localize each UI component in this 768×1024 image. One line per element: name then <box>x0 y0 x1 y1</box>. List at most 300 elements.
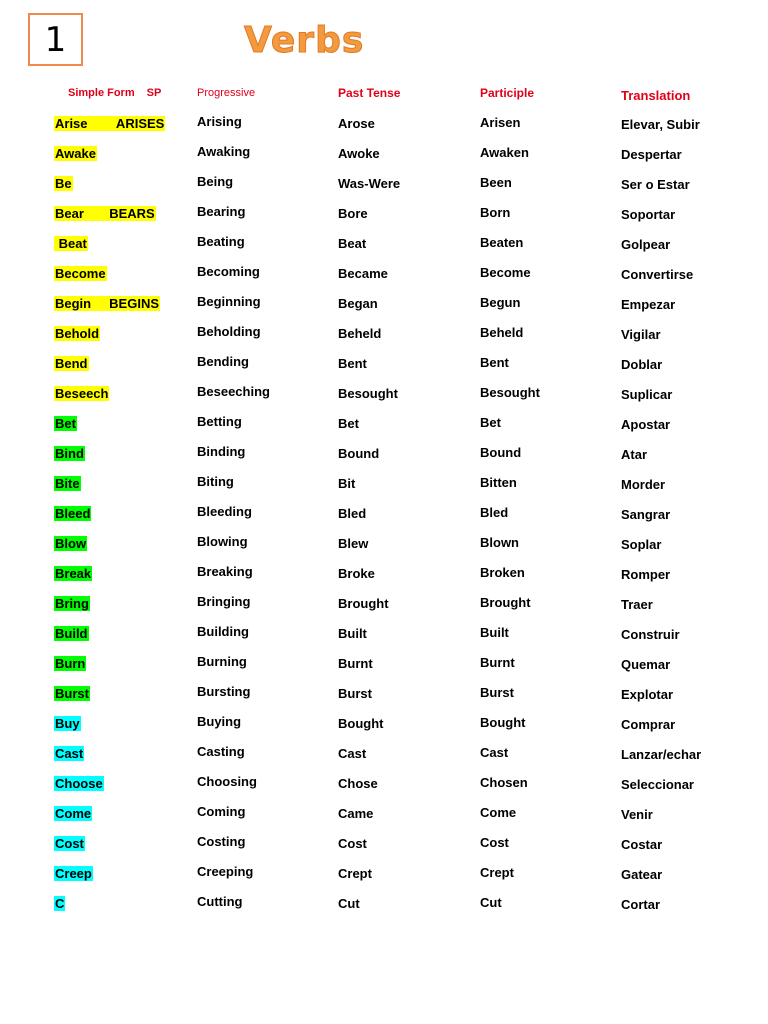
verb-past-tense-cell <box>338 566 375 582</box>
verb-participle-cell <box>480 265 531 281</box>
verb-progressive-cell <box>197 714 241 730</box>
verb-participle-cell <box>480 505 508 521</box>
verb-translation-cell <box>621 327 661 343</box>
verb-progressive: Burning <box>197 654 247 669</box>
verb-progressive-cell <box>197 624 249 640</box>
verb-translation: Construir <box>621 627 680 642</box>
table-row <box>0 590 768 620</box>
verb-simple-form-cell <box>54 386 109 402</box>
verb-progressive-cell <box>197 264 260 280</box>
verb-progressive-cell <box>197 354 249 370</box>
verb-past-tense-cell <box>338 116 375 132</box>
verb-past-tense-cell <box>338 506 366 522</box>
verb-participle: Cut <box>480 895 502 910</box>
verb-progressive: Bringing <box>197 594 251 609</box>
verb-progressive-cell <box>197 174 233 190</box>
verb-simple-form-cell <box>54 656 86 672</box>
verb-translation-cell <box>621 777 694 793</box>
verb-participle: Come <box>480 805 517 820</box>
verb-progressive-cell <box>197 294 261 310</box>
verb-past-tense-cell <box>338 686 372 702</box>
table-row <box>0 680 768 710</box>
verb-progressive: Bursting <box>197 684 251 699</box>
verb-past-tense-cell <box>338 716 383 732</box>
verb-simple-form-cell <box>54 806 92 822</box>
verb-translation-cell <box>621 147 682 163</box>
table-row <box>0 890 768 920</box>
verb-participle: Chosen <box>480 775 528 790</box>
verb-past-tense-cell <box>338 266 388 282</box>
verb-participle-cell <box>480 205 510 221</box>
verb-simple-form: Begin BEGINS <box>55 296 160 311</box>
verb-participle-cell <box>480 805 516 821</box>
verb-participle: Beaten <box>480 235 524 250</box>
verb-past-tense-cell <box>338 416 359 432</box>
verb-simple-form-cell <box>54 716 81 732</box>
verb-progressive: Casting <box>197 744 245 759</box>
verb-simple-form: Bend <box>55 356 88 371</box>
verb-simple-form-cell <box>54 266 107 282</box>
verb-simple-form-cell <box>54 746 84 762</box>
verb-progressive-cell <box>197 474 234 490</box>
table-row <box>0 440 768 470</box>
verb-past-tense-cell <box>338 836 367 852</box>
table-row <box>0 380 768 410</box>
verb-progressive: Bleeding <box>197 504 252 519</box>
verb-translation: Explotar <box>621 687 674 702</box>
verb-progressive: Beating <box>197 234 245 249</box>
verb-progressive: Bending <box>197 354 249 369</box>
verb-simple-form: Beseech <box>55 386 109 401</box>
verb-translation: Empezar <box>621 297 676 312</box>
table-row <box>0 860 768 890</box>
verb-past-tense: Bore <box>338 206 368 221</box>
verb-progressive: Buying <box>197 714 242 729</box>
verb-participle: Bet <box>480 415 501 430</box>
verb-translation: Traer <box>621 597 653 612</box>
header-participle: Participle <box>480 86 535 100</box>
verb-past-tense: Bled <box>338 506 367 521</box>
header-sp-label: SP <box>146 87 162 99</box>
verb-translation-cell <box>621 417 670 433</box>
verb-past-tense: Beat <box>338 236 367 251</box>
verb-simple-form: Be <box>55 176 72 191</box>
verb-past-tense-cell <box>338 146 380 162</box>
verb-progressive-cell <box>197 504 252 520</box>
verb-simple-form-cell <box>54 626 89 642</box>
verb-past-tense-cell <box>338 386 398 402</box>
verb-translation-cell <box>621 747 701 763</box>
verb-past-tense: Bought <box>338 716 384 731</box>
verb-past-tense: Cast <box>338 746 367 761</box>
verb-simple-form: Bear BEARS <box>55 206 155 221</box>
verb-participle-cell <box>480 775 528 791</box>
verb-progressive-cell <box>197 324 261 340</box>
verb-simple-form-cell <box>54 416 77 432</box>
table-row <box>0 770 768 800</box>
verb-progressive-cell <box>197 894 242 910</box>
verb-past-tense: Chose <box>338 776 378 791</box>
verb-translation: Lanzar/echar <box>621 747 702 762</box>
header-progressive: Progressive <box>197 87 256 99</box>
verb-progressive: Betting <box>197 414 242 429</box>
verb-participle-cell <box>480 295 520 311</box>
table-row <box>0 470 768 500</box>
verb-progressive: Beseeching <box>197 384 270 399</box>
verb-translation-cell <box>621 627 680 643</box>
verb-simple-form-cell <box>54 116 165 132</box>
verb-simple-form-cell <box>54 236 88 252</box>
table-row <box>0 320 768 350</box>
verb-simple-form-cell <box>54 836 85 852</box>
verb-participle-cell <box>480 415 501 431</box>
verb-past-tense-cell <box>338 806 373 822</box>
verb-simple-form: Bleed <box>55 506 91 521</box>
verb-translation: Soplar <box>621 537 662 552</box>
verb-participle: Brought <box>480 595 531 610</box>
table-row <box>0 230 768 260</box>
verb-progressive: Coming <box>197 804 246 819</box>
verb-participle-cell <box>480 175 512 191</box>
verb-past-tense-cell <box>338 326 381 342</box>
verb-translation-cell <box>621 177 690 193</box>
verb-translation: Suplicar <box>621 387 673 402</box>
table-row <box>0 140 768 170</box>
verb-past-tense-cell <box>338 206 368 222</box>
verb-past-tense: Became <box>338 266 388 281</box>
table-row <box>0 530 768 560</box>
verb-translation-cell <box>621 237 670 253</box>
verb-past-tense-cell <box>338 596 389 612</box>
verb-translation-cell <box>621 507 670 523</box>
verb-translation-cell <box>621 477 665 493</box>
verb-translation: Quemar <box>621 657 671 672</box>
verb-participle: Built <box>480 625 509 640</box>
verb-progressive: Being <box>197 174 234 189</box>
verb-simple-form: Beat <box>55 236 87 251</box>
verb-simple-form: Choose <box>55 776 103 791</box>
verb-translation-cell <box>621 717 675 733</box>
verb-simple-form: Buy <box>55 716 80 731</box>
verb-past-tense: Was-Were <box>338 176 401 191</box>
verb-simple-form: C <box>55 896 65 911</box>
verb-past-tense-cell <box>338 296 378 312</box>
verb-progressive: Becoming <box>197 264 260 279</box>
verb-participle: Bound <box>480 445 522 460</box>
verb-simple-form-cell <box>54 356 89 372</box>
verb-past-tense: Bound <box>338 446 380 461</box>
verb-participle: Beheld <box>480 325 524 340</box>
verb-translation: Ser o Estar <box>621 177 690 192</box>
verb-participle: Broken <box>480 565 525 580</box>
verb-translation: Convertirse <box>621 267 694 282</box>
verb-simple-form-cell <box>54 596 90 612</box>
verb-simple-form-cell <box>54 146 97 162</box>
verb-simple-form: Break <box>55 566 92 581</box>
verb-progressive-cell <box>197 864 253 880</box>
verb-progressive-cell <box>197 564 253 580</box>
verb-participle-cell <box>480 655 515 671</box>
verb-translation: Apostar <box>621 417 671 432</box>
verb-translation: Doblar <box>621 357 663 372</box>
table-row <box>0 710 768 740</box>
verb-past-tense: Burst <box>338 686 372 701</box>
verb-participle: Crept <box>480 865 514 880</box>
verb-progressive-cell <box>197 834 245 850</box>
verb-progressive: Creeping <box>197 864 254 879</box>
verb-past-tense: Cut <box>338 896 360 911</box>
verb-participle: Born <box>480 205 511 220</box>
page-number: 1 <box>44 19 67 60</box>
verb-translation: Golpear <box>621 237 671 252</box>
verb-simple-form-cell <box>54 566 92 582</box>
verb-translation-cell <box>621 837 662 853</box>
verb-past-tense: Besought <box>338 386 398 401</box>
verb-translation: Comprar <box>621 717 676 732</box>
verb-progressive-cell <box>197 744 245 760</box>
verb-past-tense: Bit <box>338 476 356 491</box>
verb-progressive-cell <box>197 594 250 610</box>
verb-participle-cell <box>480 865 514 881</box>
verb-participle-cell <box>480 535 519 551</box>
verb-simple-form: Become <box>55 266 106 281</box>
verb-participle: Cast <box>480 745 509 760</box>
verb-progressive-cell <box>197 774 257 790</box>
verb-progressive-cell <box>197 654 247 670</box>
verb-translation: Romper <box>621 567 671 582</box>
verb-simple-form: Bet <box>55 416 76 431</box>
table-row <box>0 500 768 530</box>
verb-participle-cell <box>480 385 540 401</box>
verb-simple-form: Come <box>55 806 92 821</box>
table-row <box>0 290 768 320</box>
verb-simple-form-cell <box>54 446 85 462</box>
table-row <box>0 170 768 200</box>
verb-translation-cell <box>621 687 673 703</box>
verb-simple-form-cell <box>54 326 100 342</box>
verb-past-tense-cell <box>338 866 372 882</box>
verb-simple-form-cell <box>54 686 90 702</box>
verb-progressive: Awaking <box>197 144 251 159</box>
verb-translation: Morder <box>621 477 666 492</box>
verb-past-tense: Came <box>338 806 374 821</box>
verb-progressive: Beginning <box>197 294 261 309</box>
verb-translation-cell <box>621 357 662 373</box>
verb-participle: Arisen <box>480 115 521 130</box>
table-row <box>0 260 768 290</box>
table-row <box>0 800 768 830</box>
verb-simple-form-cell <box>54 866 93 882</box>
verb-participle: Awaken <box>480 145 529 160</box>
verb-participle-cell <box>480 325 523 341</box>
verb-progressive-cell <box>197 204 245 220</box>
verb-simple-form: Cost <box>55 836 84 851</box>
verb-translation: Despertar <box>621 147 682 162</box>
verb-translation-cell <box>621 267 693 283</box>
verb-participle: Besought <box>480 385 540 400</box>
verb-progressive-cell <box>197 144 250 160</box>
verb-progressive: Bearing <box>197 204 246 219</box>
verb-progressive-cell <box>197 114 242 130</box>
verb-simple-form: Bite <box>55 476 80 491</box>
verb-participle-cell <box>480 235 523 251</box>
table-row <box>0 200 768 230</box>
verb-past-tense-cell <box>338 746 366 762</box>
header-simple-form <box>68 87 161 99</box>
verb-participle-cell <box>480 835 509 851</box>
verb-progressive-cell <box>197 384 270 400</box>
verb-progressive: Costing <box>197 834 246 849</box>
verb-past-tense: Broke <box>338 566 375 581</box>
verb-participle-cell <box>480 745 508 761</box>
verb-past-tense: Awoke <box>338 146 380 161</box>
verb-translation: Atar <box>621 447 648 462</box>
verb-translation-cell <box>621 897 660 913</box>
verb-participle: Burnt <box>480 655 515 670</box>
page-title: Verbs <box>244 20 365 61</box>
verb-progressive: Blowing <box>197 534 248 549</box>
verb-translation-cell <box>621 387 672 403</box>
verb-participle: Begun <box>480 295 521 310</box>
verb-translation: Costar <box>621 837 663 852</box>
table-row <box>0 410 768 440</box>
table-row <box>0 560 768 590</box>
verb-translation-cell <box>621 597 653 613</box>
verb-progressive-cell <box>197 804 245 820</box>
verb-simple-form-cell <box>54 176 73 192</box>
verb-participle-cell <box>480 475 517 491</box>
header-past-tense: Past Tense <box>338 86 401 100</box>
verb-participle-cell <box>480 715 525 731</box>
verb-progressive-cell <box>197 414 242 430</box>
verb-participle-cell <box>480 895 502 911</box>
verb-participle: Been <box>480 175 512 190</box>
verb-past-tense: Built <box>338 626 367 641</box>
verb-translation-cell <box>621 207 675 223</box>
verb-simple-form-cell <box>54 896 65 912</box>
verb-past-tense: Began <box>338 296 378 311</box>
verb-past-tense: Cost <box>338 836 367 851</box>
verb-past-tense: Burnt <box>338 656 373 671</box>
verb-translation-cell <box>621 567 670 583</box>
verb-translation-cell <box>621 447 647 463</box>
verb-simple-form-cell <box>54 476 81 492</box>
verb-past-tense: Blew <box>338 536 369 551</box>
verb-participle: Become <box>480 265 531 280</box>
verb-participle: Cost <box>480 835 509 850</box>
verb-translation: Vigilar <box>621 327 661 342</box>
verb-translation-cell <box>621 657 670 673</box>
verb-participle: Bent <box>480 355 509 370</box>
verb-participle-cell <box>480 625 509 641</box>
verb-participle-cell <box>480 145 529 161</box>
verb-simple-form: Cast <box>55 746 84 761</box>
verb-translation: Gatear <box>621 867 663 882</box>
verb-translation-cell <box>621 807 653 823</box>
verb-simple-form: Awake <box>55 146 96 161</box>
verb-past-tense: Arose <box>338 116 375 131</box>
verb-translation-cell <box>621 297 675 313</box>
verb-simple-form-cell <box>54 506 91 522</box>
verb-participle-cell <box>480 355 509 371</box>
verb-simple-form-cell <box>54 536 87 552</box>
header-simple-label: Simple Form <box>68 87 135 99</box>
verb-progressive-cell <box>197 534 248 550</box>
verb-progressive-cell <box>197 234 245 250</box>
verb-simple-form: Bind <box>55 446 84 461</box>
verb-translation: Venir <box>621 807 653 822</box>
verb-simple-form: Creep <box>55 866 92 881</box>
verb-participle-cell <box>480 595 531 611</box>
table-row <box>0 110 768 140</box>
verb-progressive: Biting <box>197 474 234 489</box>
verb-past-tense-cell <box>338 896 360 912</box>
verb-participle-cell <box>480 445 521 461</box>
table-row <box>0 620 768 650</box>
verb-participle: Bought <box>480 715 526 730</box>
verb-past-tense-cell <box>338 356 367 372</box>
verb-simple-form: Arise ARISES <box>55 116 165 131</box>
verb-progressive: Arising <box>197 114 242 129</box>
table-row <box>0 740 768 770</box>
verb-participle: Bled <box>480 505 509 520</box>
verb-past-tense: Bet <box>338 416 359 431</box>
verb-simple-form: Behold <box>55 326 100 341</box>
verb-translation: Soportar <box>621 207 676 222</box>
header-translation: Translation <box>621 88 691 103</box>
verb-translation: Seleccionar <box>621 777 694 792</box>
verb-past-tense: Bent <box>338 356 367 371</box>
verb-past-tense-cell <box>338 176 400 192</box>
verb-progressive: Beholding <box>197 324 261 339</box>
verb-simple-form: Build <box>55 626 88 641</box>
verb-translation: Elevar, Subir <box>621 117 700 132</box>
verb-simple-form-cell <box>54 776 104 792</box>
verb-translation: Cortar <box>621 897 661 912</box>
verb-simple-form: Blow <box>55 536 87 551</box>
verb-progressive-cell <box>197 444 245 460</box>
verb-past-tense: Beheld <box>338 326 382 341</box>
verb-past-tense-cell <box>338 236 366 252</box>
verb-simple-form-cell <box>54 296 160 312</box>
table-row <box>0 830 768 860</box>
verb-progressive: Cutting <box>197 894 243 909</box>
verb-participle: Bitten <box>480 475 517 490</box>
verb-progressive: Choosing <box>197 774 257 789</box>
page-number-box <box>28 13 83 66</box>
verb-past-tense-cell <box>338 776 378 792</box>
verb-past-tense-cell <box>338 656 373 672</box>
verb-participle: Blown <box>480 535 519 550</box>
verb-past-tense-cell <box>338 536 368 552</box>
table-row <box>0 650 768 680</box>
verb-past-tense-cell <box>338 626 367 642</box>
verb-progressive-cell <box>197 684 250 700</box>
verb-simple-form-cell <box>54 206 156 222</box>
verb-past-tense: Brought <box>338 596 389 611</box>
verb-participle-cell <box>480 685 514 701</box>
verb-simple-form: Burn <box>55 656 86 671</box>
verb-simple-form: Bring <box>55 596 89 611</box>
table-row <box>0 350 768 380</box>
verb-simple-form: Burst <box>55 686 89 701</box>
verb-participle-cell <box>480 565 525 581</box>
verb-translation: Sangrar <box>621 507 671 522</box>
verb-past-tense-cell <box>338 446 379 462</box>
verb-progressive: Building <box>197 624 249 639</box>
verb-past-tense-cell <box>338 476 355 492</box>
verb-translation-cell <box>621 867 662 883</box>
